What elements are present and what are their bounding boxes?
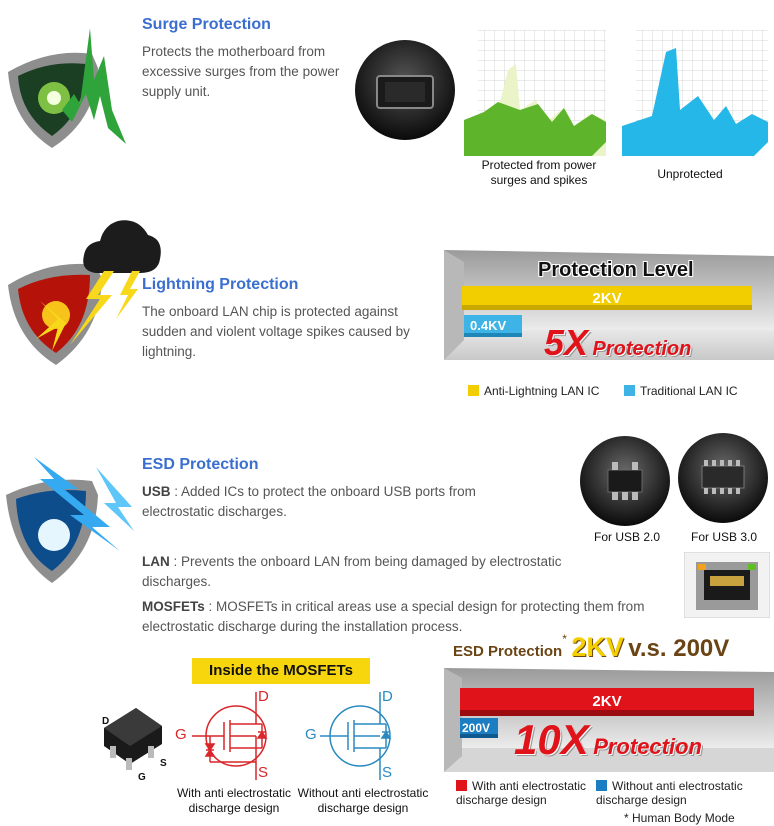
esd-with-bar-label: 2KV [592,693,622,710]
usb3-chip-photo [678,432,768,524]
with-esd-pin-g: G [175,726,187,743]
without-esd-pin-d: D [382,688,393,705]
esd-with-bar [460,688,754,716]
with-esd-pin-s: S [258,764,269,781]
surge-description: Protects the motherboard from excessive surges from the power supply unit. [142,44,340,99]
ten-x-protection-label: 10X Protection [514,716,702,763]
package-pin-g: G [138,772,146,783]
usb2-caption: For USB 2.0 [593,530,661,544]
surge-shield-icon [0,10,130,150]
five-x-protection-label: 5X Protection [544,322,692,363]
package-pin-d: D [102,716,110,727]
protected-caption: Protected from power surges and spikes [481,158,597,187]
anti-lightning-bar-label: 2KV [592,290,622,307]
esd-without-bar-label: 200V [462,721,491,735]
without-esd-pin-g: G [305,726,317,743]
protection-level-title: Protection Level [538,259,694,281]
with-esd-pin-d: D [258,688,269,705]
anti-lightning-bar [462,286,752,310]
usb2-chip-photo [580,436,670,526]
legend-without-esd: Without anti electrostatic discharge design [596,779,743,807]
unprotected-caption: Unprotected [657,167,723,181]
inside-mosfets-banner: Inside the MOSFETs [192,658,370,684]
lightning-description: The onboard LAN chip is protected against sudden and violent voltage spikes caused by lightning. [142,304,410,359]
lightning-shield-icon [0,215,165,370]
surge-component-photo [355,40,455,140]
legend-anti-lightning: Anti-Lightning LAN IC [468,384,599,398]
protected-chart [464,30,606,156]
legend-traditional: Traditional LAN IC [624,384,738,398]
traditional-bar [464,315,522,337]
mosfet-package-photo [96,700,168,778]
human-body-mode-footnote: * Human Body Mode [624,811,735,825]
esd-title: ESD Protection [142,456,259,473]
package-pin-s: S [160,758,167,769]
esd-without-bar [460,718,498,738]
esd-lan-text: LAN : Prevents the onboard LAN from being damaged by electrostatic discharges. [142,554,562,589]
unprotected-chart [622,30,768,156]
esd-mosfet-text: MOSFETs : MOSFETs in critical areas use a special design for protecting them from electrostatic discharge during the installation process. [142,599,645,634]
legend-with-esd: With anti electrostatic discharge design [456,779,587,807]
lan-port-photo [684,552,770,618]
usb3-caption: For USB 3.0 [690,530,758,544]
esd-shield-icon [0,455,140,585]
without-esd-pin-s: S [382,764,393,781]
traditional-bar-label: 0.4KV [470,318,507,333]
esd-usb-text: USB : Added ICs to protect the onboard USB ports from electrostatic discharges. [142,484,476,519]
surge-title: Surge Protection [142,16,271,33]
without-design-caption: Without anti electrostatic discharge design [297,786,429,815]
esd-chart-title: ESD Protection* 2KV v.s. 200V [453,632,730,662]
lightning-title: Lightning Protection [142,276,299,293]
with-design-caption: With anti electrostatic discharge design [176,786,292,815]
